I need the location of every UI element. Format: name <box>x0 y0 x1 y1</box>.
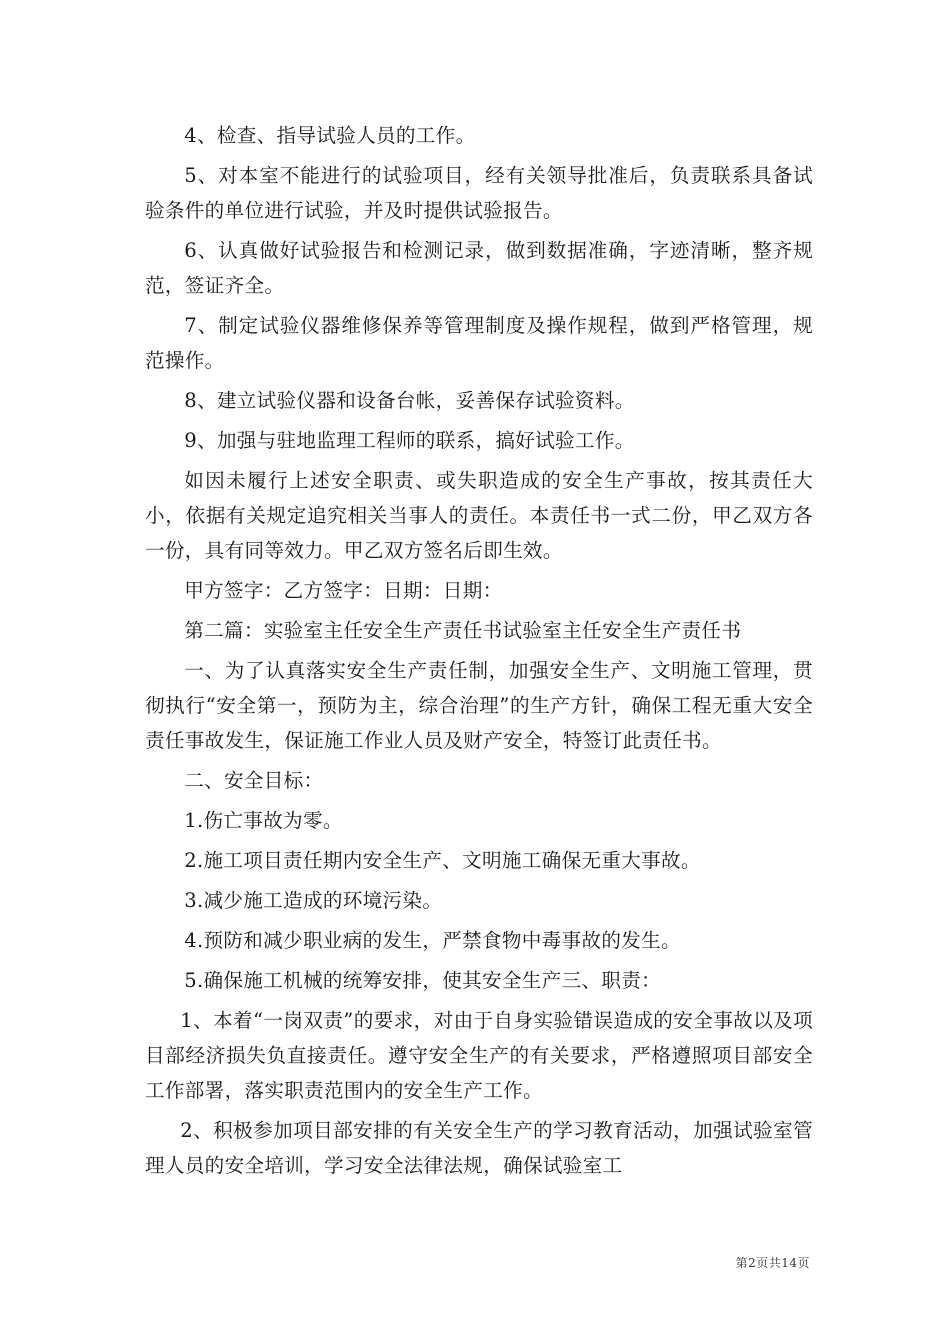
paragraph-item-5: 5、对本室不能进行的试验项目，经有关领导批准后，负责联系具备试验条件的单位进行试验，并及时提供试验报告。 <box>145 164 813 222</box>
paragraph-duty-1: 1、本着“一岗双责”的要求，对由于自身实验错误造成的安全事故以及项目部经济损失负直接责任。遵守安全生产的有关要求，严格遵照项目部安全工作部署，落实职责范围内的安全生产工作。 <box>145 1009 813 1102</box>
paragraph-item-7: 7、制定试验仪器维修保养等管理制度及操作规程，做到严格管理，规范操作。 <box>145 314 813 372</box>
paragraph-goal-3: 3.减少施工造成的环境污染。 <box>184 889 443 912</box>
paragraph-item-6: 6、认真做好试验报告和检测记录，做到数据准确，字迹清晰，整齐规范，签证齐全。 <box>145 239 813 297</box>
document-body <box>145 118 813 1188</box>
paragraph-safety-goals-heading: 二、安全目标： <box>184 769 324 792</box>
paragraph-purpose: 一、为了认真落实安全生产责任制，加强安全生产、文明施工管理，贯彻执行“安全第一，预防为主，综合治理”的生产方针，确保工程无重大安全责任事故发生，保证施工作业人员及财产安全，特签订此责任书。 <box>145 659 813 752</box>
page-number-footer: 第2页共14页 <box>735 1256 810 1270</box>
paragraph-goal-4: 4.预防和减少职业病的发生，严禁食物中毒事故的发生。 <box>184 929 681 952</box>
paragraph-duty-2: 2、积极参加项目部安排的有关安全生产的学习教育活动，加强试验室管理人员的安全培训，学习安全法律法规，确保试验室工 <box>145 1119 813 1177</box>
paragraph-goal-1: 1.伤亡事故为零。 <box>184 809 343 832</box>
paragraph-goal-2: 2.施工项目责任期内安全生产、文明施工确保无重大事故。 <box>184 849 701 872</box>
paragraph-item-9: 9、加强与驻地监理工程师的联系，搞好试验工作。 <box>184 429 635 452</box>
paragraph-goal-5: 5.确保施工机械的统筹安排，使其安全生产三、职责： <box>184 969 662 992</box>
paragraph-signatures: 甲方签字：乙方签字：日期：日期： <box>184 579 503 602</box>
paragraph-liability: 如因未履行上述安全职责、或失职造成的安全生产事故，按其责任大小，依据有关规定追究相关当事人的责任。本责任书一式二份，甲乙双方各一份，具有同等效力。甲乙双方签名后即生效。 <box>145 469 813 562</box>
paragraph-item-4: 4、检查、指导试验人员的工作。 <box>184 124 476 147</box>
paragraph-item-8: 8、建立试验仪器和设备台帐，妥善保存试验资料。 <box>184 389 635 412</box>
paragraph-section-two-title: 第二篇：实验室主任安全生产责任书试验室主任安全生产责任书 <box>184 619 742 642</box>
